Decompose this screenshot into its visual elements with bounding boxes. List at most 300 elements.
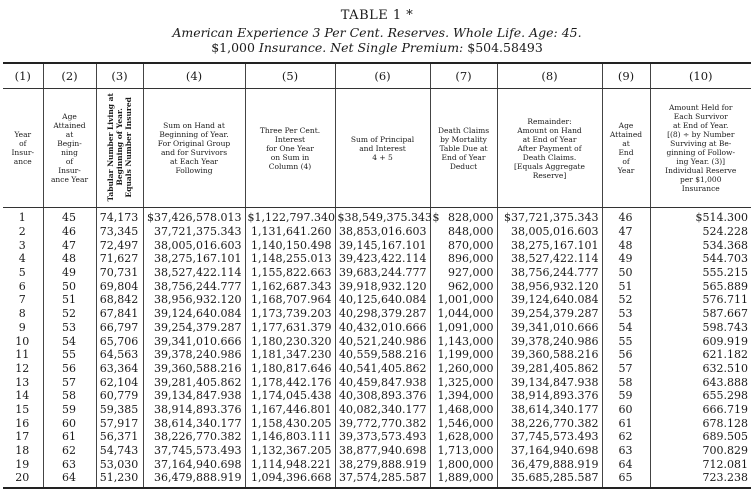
cell-age-begin: 49 bbox=[43, 266, 96, 280]
cell-interest: 1,167,446.801 bbox=[245, 403, 335, 417]
cell-number-living: 62,104 bbox=[96, 375, 143, 389]
cell-interest: 1,148,255.013 bbox=[245, 252, 335, 266]
cell-interest: 1,180,817.646 bbox=[245, 362, 335, 376]
cell-number-living: 65,706 bbox=[96, 334, 143, 348]
cell-age-end: 51 bbox=[602, 279, 650, 293]
table-row bbox=[3, 416, 751, 430]
cell-interest: 1,131,641.260 bbox=[245, 225, 335, 239]
header-line: of bbox=[622, 157, 630, 166]
table-title: TABLE 1 * bbox=[340, 8, 414, 23]
cell-principal-plus-interest: 39,423,422.114 bbox=[335, 252, 430, 266]
cell-number-living: 67,841 bbox=[96, 307, 143, 321]
cell-principal-plus-interest: 38,877,940.698 bbox=[335, 444, 430, 458]
cell-year: 15 bbox=[15, 402, 30, 416]
header-line: and Interest bbox=[359, 143, 406, 153]
cell-death-claims: 1,800,000 bbox=[430, 457, 497, 471]
cell-death-claims: 962,000 bbox=[430, 279, 497, 293]
cell-principal-plus-interest: 39,772,770.382 bbox=[335, 416, 430, 430]
cell-remainder: 39,360,588.216 bbox=[497, 348, 602, 362]
table-row bbox=[3, 252, 751, 266]
header-line: Begin- bbox=[57, 139, 82, 148]
cell-interest: 1,132,367.205 bbox=[245, 444, 335, 458]
cell-number-living: 53,030 bbox=[96, 457, 143, 471]
cell-remainder: 39,341,010.666 bbox=[497, 321, 602, 335]
cell-principal-plus-interest: 40,559,588.216 bbox=[335, 348, 430, 362]
header-line: End of Year bbox=[441, 152, 486, 162]
cell-remainder: $37,721,375.343 bbox=[497, 208, 602, 225]
header-line: at bbox=[65, 130, 74, 139]
cell-individual-reserve: 621.182 bbox=[650, 348, 751, 362]
dollar-sign: $ bbox=[432, 211, 440, 225]
header-line: at End of Year bbox=[522, 134, 577, 144]
cell-individual-reserve: 689.505 bbox=[650, 430, 751, 444]
cell-interest: 1,180,230.320 bbox=[245, 334, 335, 348]
header-year-of-insurance bbox=[3, 89, 43, 208]
table-row bbox=[3, 444, 751, 458]
table-row bbox=[3, 266, 751, 280]
table-subtitle-premium bbox=[0, 40, 754, 55]
cell-number-living: 64,563 bbox=[96, 348, 143, 362]
premium-value: $504.58493 bbox=[467, 40, 543, 55]
cell-individual-reserve: 700.829 bbox=[650, 444, 751, 458]
cell-interest: 1,178,442.176 bbox=[245, 375, 335, 389]
cell-year: 17 bbox=[15, 430, 30, 444]
cell-remainder: 38,275,167.101 bbox=[497, 238, 602, 252]
cell-death-claims: 1,325,000 bbox=[430, 375, 497, 389]
cell-interest: 1,094,396.668 bbox=[245, 471, 335, 488]
header-line: Deduct bbox=[449, 161, 478, 171]
table-row bbox=[3, 307, 751, 321]
cell-remainder: 38,226,770.382 bbox=[497, 416, 602, 430]
cell-individual-reserve: 565.889 bbox=[650, 279, 751, 293]
column-number: (5) bbox=[245, 63, 335, 89]
cell-age-begin: 58 bbox=[43, 389, 96, 403]
cell-interest: 1,158,430.205 bbox=[245, 416, 335, 430]
header-line: Insur- bbox=[11, 148, 35, 157]
table-row bbox=[3, 334, 751, 348]
cell-principal-plus-interest: 40,308,893.376 bbox=[335, 389, 430, 403]
cell-age-end: 60 bbox=[602, 403, 650, 417]
header-line: Age bbox=[62, 112, 77, 121]
header-interest bbox=[245, 89, 335, 208]
cell-number-living: 56,371 bbox=[96, 430, 143, 444]
header-line: Beginning of Year. bbox=[159, 130, 229, 139]
cell-interest: 1,168,707.964 bbox=[245, 293, 335, 307]
cell-year: 13 bbox=[15, 375, 30, 389]
cell-individual-reserve: 598.743 bbox=[650, 321, 751, 335]
header-line: at bbox=[622, 139, 630, 148]
column-number: (6) bbox=[335, 63, 430, 89]
table-row bbox=[3, 279, 751, 293]
cell-principal-plus-interest: 40,125,640.084 bbox=[335, 293, 430, 307]
header-line: at Each Year bbox=[169, 157, 219, 166]
cell-interest: 1,114,948.221 bbox=[245, 457, 335, 471]
cell-number-living: 57,917 bbox=[96, 416, 143, 430]
table-row bbox=[3, 362, 751, 376]
cell-remainder: 37,745,573.493 bbox=[497, 430, 602, 444]
cell-sum-on-hand: 39,254,379.287 bbox=[143, 321, 245, 335]
header-line: on Sum in bbox=[270, 152, 310, 162]
cell-number-living: 68,842 bbox=[96, 293, 143, 307]
cell-remainder: 38,756,244.777 bbox=[497, 266, 602, 280]
column-number: (3) bbox=[96, 63, 143, 89]
cell-number-living: 71,627 bbox=[96, 252, 143, 266]
cell-death-claims: 1,394,000 bbox=[430, 389, 497, 403]
header-line: for One Year bbox=[266, 143, 314, 153]
cell-remainder: 39,134,847.938 bbox=[497, 375, 602, 389]
table-row bbox=[3, 208, 751, 225]
header-line: Following bbox=[175, 166, 213, 175]
cell-age-end: 48 bbox=[602, 238, 650, 252]
cell-year: 3 bbox=[18, 238, 26, 252]
header-line: of bbox=[65, 157, 74, 166]
cell-number-living: 69,804 bbox=[96, 279, 143, 293]
cell-individual-reserve: 666.719 bbox=[650, 403, 751, 417]
cell-age-begin: 55 bbox=[43, 348, 96, 362]
header-line: ning bbox=[61, 148, 78, 157]
cell-principal-plus-interest: 38,279,888.919 bbox=[335, 457, 430, 471]
cell-age-begin: 57 bbox=[43, 375, 96, 389]
header-remainder bbox=[497, 89, 602, 208]
table-row bbox=[3, 389, 751, 403]
cell-remainder: 39,124,640.084 bbox=[497, 293, 602, 307]
header-line: Attained bbox=[609, 130, 643, 139]
cell-age-begin: 56 bbox=[43, 362, 96, 376]
header-line: Sum of Principal bbox=[350, 134, 415, 144]
column-number: (9) bbox=[602, 63, 650, 89]
table-row bbox=[3, 375, 751, 389]
cell-age-begin: 61 bbox=[43, 430, 96, 444]
header-line: Individual Reserve bbox=[665, 166, 737, 175]
cell-age-end: 53 bbox=[602, 307, 650, 321]
header-age-at-end bbox=[602, 89, 650, 208]
cell-number-living: 63,364 bbox=[96, 362, 143, 376]
cell-individual-reserve: 609.919 bbox=[650, 334, 751, 348]
cell-individual-reserve: 555.215 bbox=[650, 266, 751, 280]
table-body bbox=[3, 208, 751, 488]
cell-age-end: 47 bbox=[602, 225, 650, 239]
cell-year: 8 bbox=[18, 307, 26, 321]
cell-value: 828,000 bbox=[448, 211, 494, 225]
column-number: (1) bbox=[3, 63, 43, 89]
cell-age-end: 58 bbox=[602, 375, 650, 389]
cell-year: 19 bbox=[15, 457, 30, 471]
cell-age-begin: 47 bbox=[43, 238, 96, 252]
cell-death-claims bbox=[430, 208, 497, 225]
header-line: [(8) ÷ by Number bbox=[667, 130, 735, 139]
header-line: Equals Number Insured bbox=[124, 96, 133, 198]
header-line: at End of Year. bbox=[673, 121, 729, 130]
cell-sum-on-hand: 39,360,588.216 bbox=[143, 362, 245, 376]
cell-number-living: 59,385 bbox=[96, 403, 143, 417]
cell-age-begin: 60 bbox=[43, 416, 96, 430]
cell-age-end: 63 bbox=[602, 444, 650, 458]
cell-interest: 1,173,739.203 bbox=[245, 307, 335, 321]
column-number: (4) bbox=[143, 63, 245, 89]
cell-interest: 1,162,687.343 bbox=[245, 279, 335, 293]
header-line: ance bbox=[13, 157, 32, 166]
cell-principal-plus-interest: 37,574,285.587 bbox=[335, 471, 430, 488]
header-line: Beginning of Year. bbox=[115, 108, 124, 186]
cell-remainder: 39,281,405.862 bbox=[497, 362, 602, 376]
header-line: 4 + 5 bbox=[372, 152, 393, 162]
cell-remainder: 38,614,340.177 bbox=[497, 403, 602, 417]
table-subtitle: American Experience 3 Per Cent. Reserves. Whole Life. Age: 45. bbox=[172, 25, 582, 40]
cell-remainder: 38,005,016.603 bbox=[497, 225, 602, 239]
header-line: Table Due at bbox=[439, 143, 488, 153]
cell-interest: 1,177,631.379 bbox=[245, 321, 335, 335]
cell-individual-reserve: 712.081 bbox=[650, 457, 751, 471]
cell-death-claims: 1,628,000 bbox=[430, 430, 497, 444]
cell-age-begin: 53 bbox=[43, 321, 96, 335]
header-line: of bbox=[19, 139, 27, 148]
header-tabular-number-living bbox=[96, 89, 143, 208]
header-line: [Equals Aggregate bbox=[514, 161, 585, 171]
cell-individual-reserve: 723.238 bbox=[650, 471, 751, 488]
cell-year: 12 bbox=[15, 361, 30, 375]
cell-principal-plus-interest: 39,918,932.120 bbox=[335, 279, 430, 293]
cell-principal-plus-interest: 39,373,573.493 bbox=[335, 430, 430, 444]
cell-remainder: 38,956,932.120 bbox=[497, 279, 602, 293]
cell-interest: 1,174,045.438 bbox=[245, 389, 335, 403]
cell-number-living: 54,743 bbox=[96, 444, 143, 458]
header-line: Amount on Hand bbox=[517, 125, 582, 135]
cell-principal-plus-interest: 40,521,240.986 bbox=[335, 334, 430, 348]
header-line: and for Survivors bbox=[160, 148, 228, 157]
cell-age-begin: 59 bbox=[43, 403, 96, 417]
cell-age-begin: 62 bbox=[43, 444, 96, 458]
cell-sum-on-hand: 38,527,422.114 bbox=[143, 266, 245, 280]
insurance-amount: $1,000 bbox=[211, 40, 255, 55]
cell-individual-reserve: 544.703 bbox=[650, 252, 751, 266]
cell-year: 5 bbox=[18, 266, 26, 280]
header-line: Each Survivor bbox=[673, 112, 728, 121]
cell-age-end: 50 bbox=[602, 266, 650, 280]
header-line: ance Year bbox=[50, 175, 89, 184]
cell-principal-plus-interest: 39,683,244.777 bbox=[335, 266, 430, 280]
cell-remainder: 39,378,240.986 bbox=[497, 334, 602, 348]
header-line: After Payment of bbox=[517, 143, 582, 153]
cell-death-claims: 1,143,000 bbox=[430, 334, 497, 348]
cell-age-end: 52 bbox=[602, 293, 650, 307]
cell-individual-reserve: $514.300 bbox=[650, 208, 751, 225]
table-row bbox=[3, 430, 751, 444]
header-line: Sum on Hand at bbox=[163, 121, 225, 130]
cell-sum-on-hand: 38,756,244.777 bbox=[143, 279, 245, 293]
cell-death-claims: 896,000 bbox=[430, 252, 497, 266]
cell-individual-reserve: 534.368 bbox=[650, 238, 751, 252]
cell-principal-plus-interest: $38,549,375.343 bbox=[335, 208, 430, 225]
cell-sum-on-hand: 39,378,240.986 bbox=[143, 348, 245, 362]
cell-age-begin: 54 bbox=[43, 334, 96, 348]
table-row bbox=[3, 321, 751, 335]
cell-death-claims: 870,000 bbox=[430, 238, 497, 252]
cell-year: 2 bbox=[18, 225, 26, 239]
header-line: Reserve] bbox=[532, 170, 567, 180]
cell-death-claims: 1,199,000 bbox=[430, 348, 497, 362]
premium-label: Insurance. Net Single Premium: bbox=[258, 40, 464, 55]
cell-age-end: 54 bbox=[602, 321, 650, 335]
header-line: Column (4) bbox=[268, 161, 312, 171]
cell-principal-plus-interest: 40,432,010.666 bbox=[335, 321, 430, 335]
cell-age-end: 55 bbox=[602, 334, 650, 348]
header-death-claims bbox=[430, 89, 497, 208]
cell-age-end: 57 bbox=[602, 362, 650, 376]
table-row bbox=[3, 293, 751, 307]
cell-year: 1 bbox=[18, 211, 26, 225]
cell-individual-reserve: 678.128 bbox=[650, 416, 751, 430]
header-sum-on-hand bbox=[143, 89, 245, 208]
cell-sum-on-hand: 39,281,405.862 bbox=[143, 375, 245, 389]
cell-death-claims: 1,713,000 bbox=[430, 444, 497, 458]
cell-individual-reserve: 632.510 bbox=[650, 362, 751, 376]
cell-year: 10 bbox=[15, 334, 30, 348]
header-line: ing Year. (3)] bbox=[676, 157, 726, 166]
table-row bbox=[3, 238, 751, 252]
cell-age-end: 59 bbox=[602, 389, 650, 403]
header-line: Insur- bbox=[58, 166, 81, 175]
cell-interest: 1,181,347.230 bbox=[245, 348, 335, 362]
cell-principal-plus-interest: 38,853,016.603 bbox=[335, 225, 430, 239]
cell-interest: 1,155,822.663 bbox=[245, 266, 335, 280]
cell-sum-on-hand: 38,956,932.120 bbox=[143, 293, 245, 307]
header-line: Remainder: bbox=[527, 116, 572, 126]
cell-death-claims: 1,468,000 bbox=[430, 403, 497, 417]
cell-principal-plus-interest: 40,298,379.287 bbox=[335, 307, 430, 321]
cell-year: 16 bbox=[15, 416, 30, 430]
cell-individual-reserve: 655.298 bbox=[650, 389, 751, 403]
header-line: Age bbox=[618, 121, 634, 130]
header-line: Insurance bbox=[681, 184, 720, 193]
header-line: Death Claims bbox=[437, 125, 490, 135]
cell-death-claims: 1,044,000 bbox=[430, 307, 497, 321]
cell-year: 14 bbox=[15, 389, 30, 403]
cell-sum-on-hand: 36,479,888.919 bbox=[143, 471, 245, 488]
cell-individual-reserve: 643.888 bbox=[650, 375, 751, 389]
cell-sum-on-hand: 39,341,010.666 bbox=[143, 334, 245, 348]
cell-sum-on-hand: 39,134,847.938 bbox=[143, 389, 245, 403]
cell-principal-plus-interest: 40,459,847.938 bbox=[335, 375, 430, 389]
cell-remainder: 37,164,940.698 bbox=[497, 444, 602, 458]
header-line: ginning of Follow- bbox=[666, 148, 736, 157]
header-line: Amount Held for bbox=[668, 103, 733, 112]
cell-sum-on-hand: 37,164,940.698 bbox=[143, 457, 245, 471]
cell-remainder: 38,914,893.376 bbox=[497, 389, 602, 403]
header-line: Tabular Number Living at bbox=[106, 92, 115, 202]
cell-age-end: 56 bbox=[602, 348, 650, 362]
cell-death-claims: 1,260,000 bbox=[430, 362, 497, 376]
cell-sum-on-hand: 38,226,770.382 bbox=[143, 430, 245, 444]
cell-death-claims: 927,000 bbox=[430, 266, 497, 280]
cell-individual-reserve: 587.667 bbox=[650, 307, 751, 321]
header-line: For Original Group bbox=[157, 139, 231, 148]
cell-death-claims: 1,889,000 bbox=[430, 471, 497, 488]
cell-age-begin: 64 bbox=[43, 471, 96, 488]
header-line: Year bbox=[14, 130, 32, 139]
header-line: Attained bbox=[53, 121, 86, 130]
cell-year: 6 bbox=[18, 279, 26, 293]
cell-sum-on-hand: 39,124,640.084 bbox=[143, 307, 245, 321]
header-age-at-beginning bbox=[43, 89, 96, 208]
column-number-row bbox=[3, 63, 751, 89]
cell-death-claims: 1,001,000 bbox=[430, 293, 497, 307]
cell-year: 18 bbox=[15, 444, 30, 458]
cell-age-begin: 48 bbox=[43, 252, 96, 266]
cell-individual-reserve: 524.228 bbox=[650, 225, 751, 239]
column-number: (2) bbox=[43, 63, 96, 89]
cell-age-begin: 46 bbox=[43, 225, 96, 239]
cell-number-living: 72,497 bbox=[96, 238, 143, 252]
cell-age-begin: 51 bbox=[43, 293, 96, 307]
cell-age-end: 49 bbox=[602, 252, 650, 266]
table-row bbox=[3, 348, 751, 362]
column-number: (8) bbox=[497, 63, 602, 89]
cell-number-living: 74,173 bbox=[96, 208, 143, 225]
header-line: Year bbox=[617, 166, 635, 175]
cell-year: 9 bbox=[18, 320, 26, 334]
cell-year: 4 bbox=[18, 252, 26, 266]
header-line: Death Claims. bbox=[522, 152, 577, 162]
header-line: Three Per Cent. bbox=[259, 125, 321, 135]
column-number: (10) bbox=[650, 63, 751, 89]
cell-principal-plus-interest: 39,145,167.101 bbox=[335, 238, 430, 252]
cell-year: 20 bbox=[3, 471, 43, 488]
cell-remainder: 38,527,422.114 bbox=[497, 252, 602, 266]
header-amount-held bbox=[650, 89, 751, 208]
cell-sum-on-hand: 37,721,375.343 bbox=[143, 225, 245, 239]
cell-number-living: 60,779 bbox=[96, 389, 143, 403]
cell-death-claims: 1,091,000 bbox=[430, 321, 497, 335]
cell-sum-on-hand: $37,426,578.013 bbox=[143, 208, 245, 225]
column-header-row bbox=[3, 89, 751, 208]
cell-individual-reserve: 576.711 bbox=[650, 293, 751, 307]
header-line: Surviving at Be- bbox=[670, 139, 732, 148]
header-line: per $1,000 bbox=[680, 175, 722, 184]
cell-age-begin: 52 bbox=[43, 307, 96, 321]
cell-remainder: 39,254,379.287 bbox=[497, 307, 602, 321]
cell-interest: 1,146,803.111 bbox=[245, 430, 335, 444]
cell-principal-plus-interest: 40,541,405.862 bbox=[335, 362, 430, 376]
cell-remainder: 35.685,285.587 bbox=[497, 471, 602, 488]
table-row bbox=[3, 225, 751, 239]
cell-age-end: 62 bbox=[602, 430, 650, 444]
cell-age-begin: 45 bbox=[43, 208, 96, 225]
cell-sum-on-hand: 38,275,167.101 bbox=[143, 252, 245, 266]
cell-number-living: 51,230 bbox=[96, 471, 143, 488]
column-number: (7) bbox=[430, 63, 497, 89]
cell-sum-on-hand: 38,614,340.177 bbox=[143, 416, 245, 430]
cell-death-claims: 848,000 bbox=[430, 225, 497, 239]
cell-sum-on-hand: 38,005,016.603 bbox=[143, 238, 245, 252]
header-line: Interest bbox=[274, 134, 306, 144]
cell-year: 7 bbox=[18, 293, 26, 307]
table-row bbox=[3, 457, 751, 471]
cell-number-living: 73,345 bbox=[96, 225, 143, 239]
cell-age-end: 64 bbox=[602, 457, 650, 471]
header-line: by Mortality bbox=[440, 134, 487, 144]
cell-number-living: 70,731 bbox=[96, 266, 143, 280]
cell-number-living: 66,797 bbox=[96, 321, 143, 335]
cell-age-begin: 63 bbox=[43, 457, 96, 471]
cell-age-begin: 50 bbox=[43, 279, 96, 293]
cell-age-end: 65 bbox=[602, 471, 650, 488]
cell-sum-on-hand: 38,914,893.376 bbox=[143, 403, 245, 417]
cell-year: 11 bbox=[15, 348, 30, 362]
cell-principal-plus-interest: 40,082,340.177 bbox=[335, 403, 430, 417]
cell-sum-on-hand: 37,745,573.493 bbox=[143, 444, 245, 458]
table-row bbox=[3, 471, 751, 488]
cell-interest: $1,122,797.340 bbox=[245, 208, 335, 225]
